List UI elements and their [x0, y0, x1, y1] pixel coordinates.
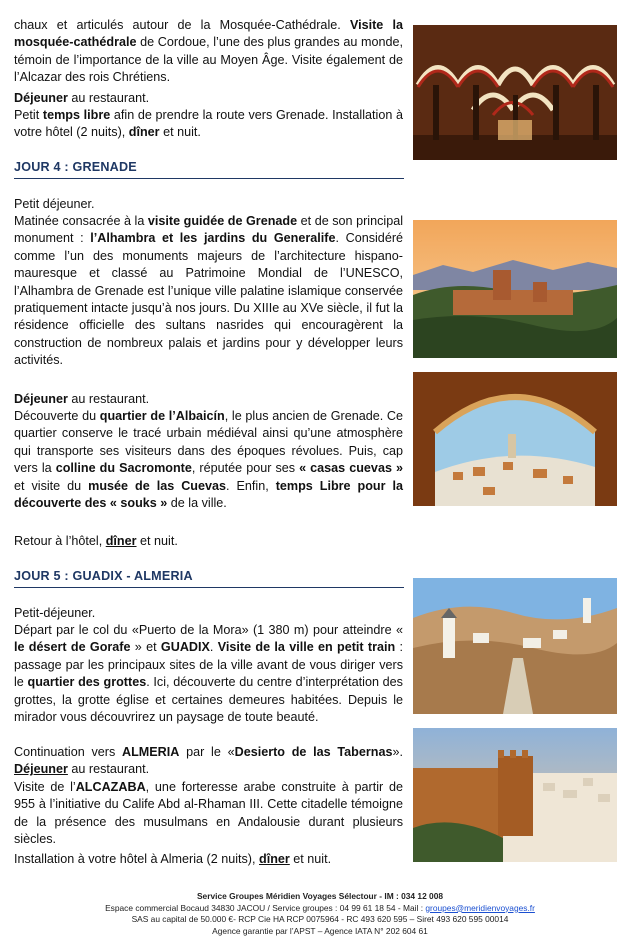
footer-email-link[interactable]: groupes@meridienvoyages.fr [425, 902, 535, 913]
jour5-paragraph-almeria: Continuation vers ALMERIA par le «Desierto de las Tabernas». Déjeuner au restaurant. [14, 745, 404, 777]
jour5-breakfast: Petit-déjeuner. [14, 606, 96, 620]
footer-line-contact: Espace commercial Bocaud 34830 JACOU / Service groupes : 04 99 61 18 54 - Mail : groupes@meridienvoyages.fr [105, 902, 535, 913]
intro-paragraph-lunch: Déjeuner au restaurant. [14, 91, 150, 105]
guadix-photo [413, 578, 617, 714]
jour4-paragraph-albaicin: Découverte du quartier de l’Albaicín, le plus ancien de Grenade. Ce quartier conserve le tracé urbain médiéval ainsi qu’une atmosphère qui transporte ses visiteurs dans des époques révolues. Puis, cap vers la colline du Sacromonte, réputée pour ses « casas cuevas » et visite du musée de las Cuevas. Enfin, temps Libre pour la découverte des « souks » de la ville. [14, 409, 404, 511]
jour4-heading: JOUR 4 : GRENADE [14, 160, 404, 179]
jour4-breakfast: Petit déjeuner. [14, 197, 95, 211]
jour5-paragraph-hotel: Installation à votre hôtel à Almeria (2 nuits), dîner et nuit. [14, 852, 332, 866]
alcazaba-photo [413, 728, 617, 862]
jour4-paragraph-return: Retour à l’hôtel, dîner et nuit. [14, 534, 178, 548]
albaicin-arch-photo [413, 372, 617, 506]
alhambra-photo [413, 220, 617, 358]
intro-paragraph-free-time: Petit temps libre afin de prendre la route vers Grenade. Installation à votre hôtel (2 nuits), dîner et nuit. [14, 108, 403, 140]
intro-paragraph-mosque: chaux et articulés autour de la Mosquée-Cathédrale. Visite la mosquée-cathédrale de Cordoue, l’une des plus grandes au monde, témoin de l’importance de la ville au Moyen Âge. Visite également de l’Alcazar des rois Chrétiens. [14, 18, 403, 85]
footer [0, 891, 640, 937]
jour5-paragraph-guadix: Départ par le col du «Puerto de la Mora» (1 380 m) pour atteindre « le désert de Gorafe » et GUADIX. Visite de la ville en petit train : passage par les principaux sites de la ville avant de vous diriger vers le quartier des grottes. Ici, découverte du centre d’interprétation des grottes, la grotte église et certaines demeures habitées. Depuis le mirador vous découvrirez un paysage de toute beauté. [14, 623, 403, 725]
jour4-paragraph-alhambra: Matinée consacrée à la visite guidée de Grenade et de son principal monument : l’Alhambra et les jardins du Generalife. Considéré comme l’un des monuments majeurs de l’architecture hispano-mauresque et classé au Patrimoine Mondial de l’UNESCO, l’Alhambra de Grenade est l’unique ville palatine islamique conservée pratiquement intacte jusqu’à nos jours. Du XIIIe au XVe siècle, il fut la résidence officielle des sultans nasrides qui encouragèrent la construction de nombreux palais et jardins pour y développer leurs activités. [14, 214, 404, 368]
jour5-heading: JOUR 5 : GUADIX - ALMERIA [14, 569, 404, 588]
footer-line-legal: SAS au capital de 50.000 €- RCP Cie HA RCP 0075964 - RC 493 620 595 – Siret 493 620 595 00014 [131, 914, 509, 925]
jour4-paragraph-lunch: Déjeuner au restaurant. [14, 392, 150, 406]
footer-line-agency: Service Groupes Méridien Voyages Sélectour - IM : 034 12 008 [196, 891, 444, 901]
mosque-cathedral-photo [413, 25, 617, 160]
jour5-paragraph-alcazaba: Visite de l’ALCAZABA, une forteresse arabe construite à partir de 955 à l’initiative du Calife Abd al-Rhaman III. Cette citadelle témoigne de la présence des musulmans en Andalousie durant plusieurs siècles. [14, 780, 404, 847]
footer-line-guarantee: Agence garantie par l’APST – Agence IATA N° 202 604 61 [212, 925, 428, 936]
